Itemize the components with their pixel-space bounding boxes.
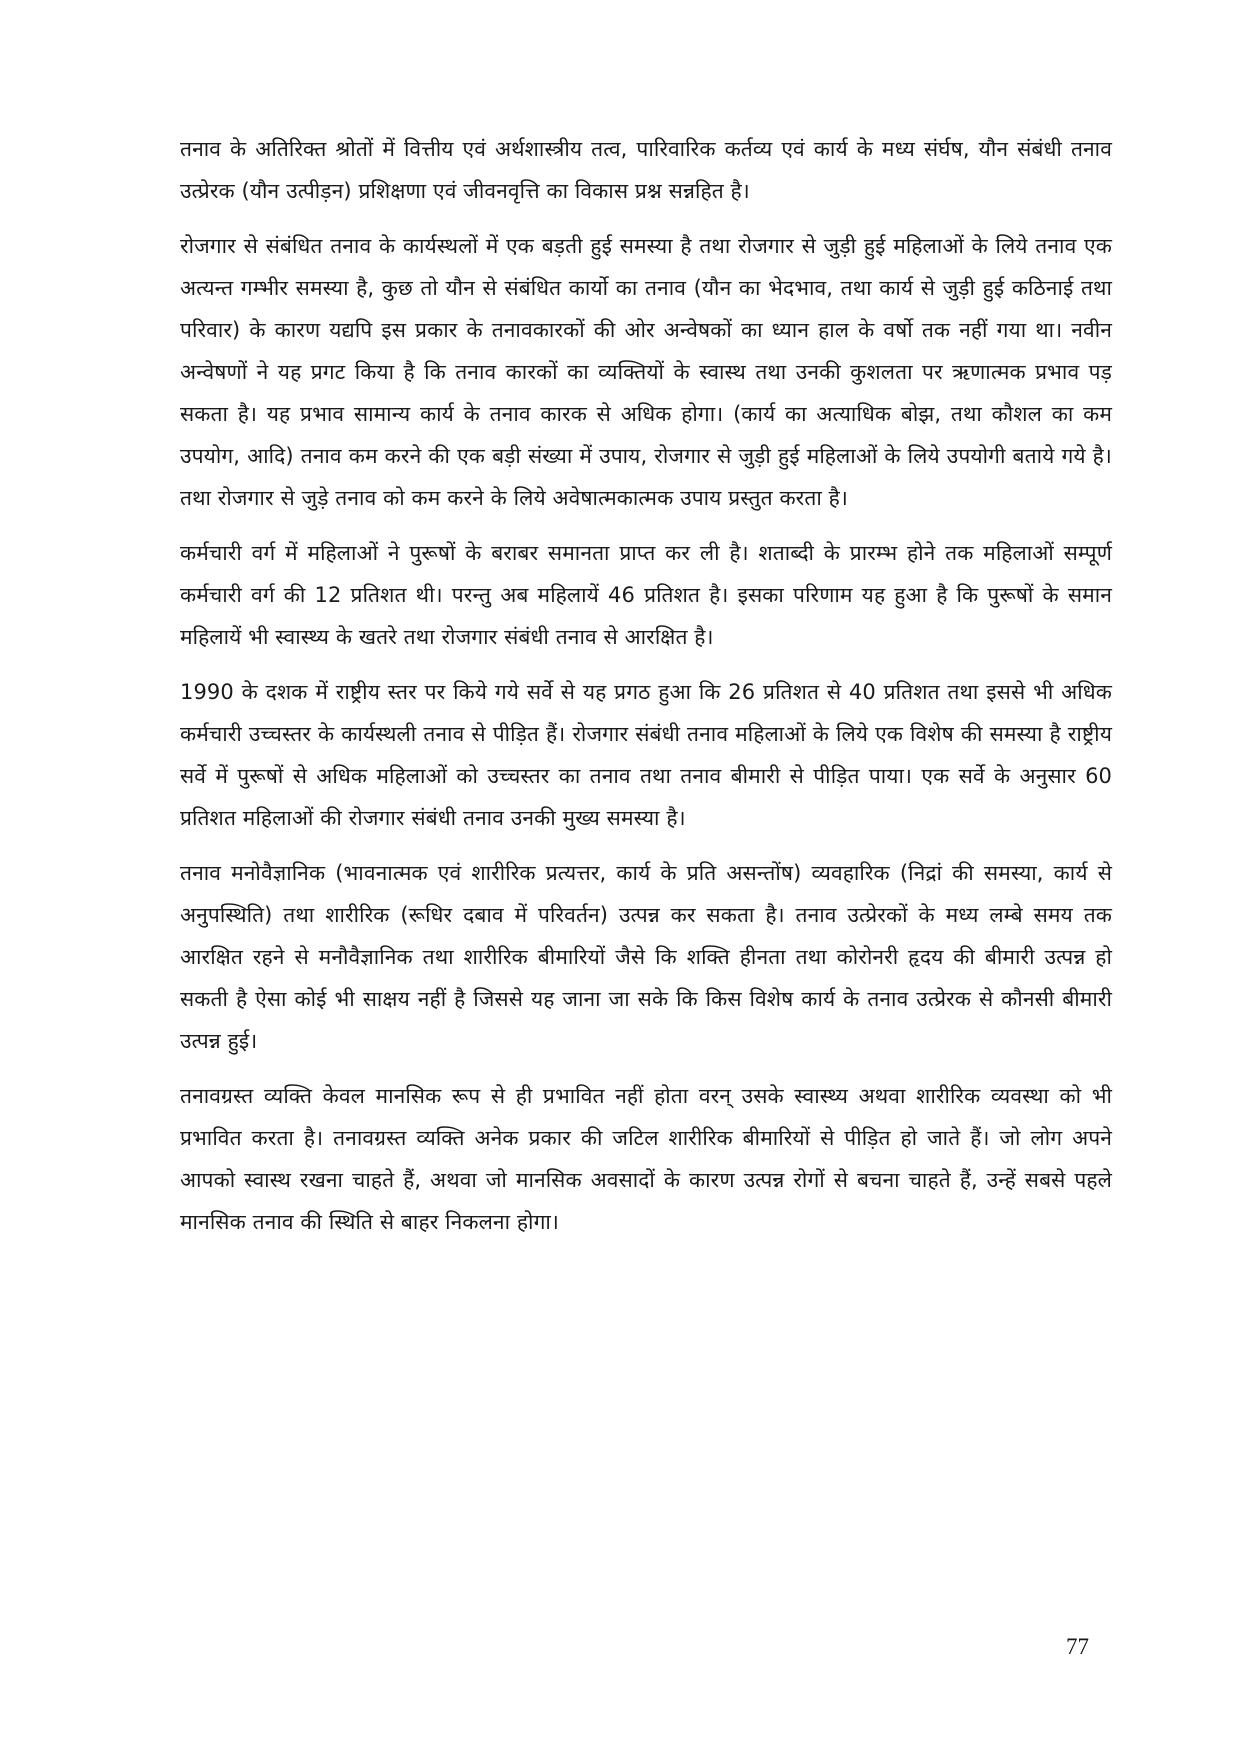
paragraph-4: 1990 के दशक में राष्ट्रीय स्तर पर किये गये सर्वे से यह प्रगठ हुआ कि 26 प्रतिशत से 40 प्रतिशत तथा इससे भी अधिक कर्मचारी उच्चस्तर के कार्यस्थली तनाव से पीड़ित हैं। रोजगार संबंधी तनाव महिलाओं के लिये एक विशेष की समस्या है राष्ट्रीय सर्वे में पुरूषों से अधिक महिलाओं को उच्चस्तर का तनाव तथा तनाव बीमारी से पीड़ित पाया। एक सर्वे के अनुसार 60 प्रतिशत महिलाओं की रोजगार संबंधी तनाव उनकी मुख्य समस्या है। xyxy=(180,680,1112,830)
paragraph-3: कर्मचारी वर्ग में महिलाओं ने पुरूषों के बराबर समानता प्राप्त कर ली है। शताब्दी के प्रारम्भ होने तक महिलाओं सम्पूर्ण कर्मचारी वर्ग की 12 प्रतिशत थी। परन्तु अब महिलायें 46 प्रतिशत है। इसका परिणाम यह हुआ है कि पुरूषों के समान महिलायें भी स्वास्थ्य के खतरे तथा रोजगार संबंधी तनाव से आरक्षित है। xyxy=(180,541,1112,649)
paragraph-6: तनावग्रस्त व्यक्ति केवल मानसिक रूप से ही प्रभावित नहीं होता वरन् उसके स्वास्थ्य अथवा शारीरिक व्यवस्था को भी प्रभावित करता है। तनावग्रस्त व्यक्ति अनेक प्रकार की जटिल शारीरिक बीमारियों से पीड़ित हो जाते हैं। जो लोग अपने आपको स्वास्थ रखना चाहते हैं, अथवा जो मानसिक अवसादों के कारण उत्पन्न रोगों से बचना चाहते हैं, उन्हें सबसे पहले मानसिक तनाव की स्थिति से बाहर निकलना होगा। xyxy=(180,1084,1112,1234)
page-number: 77 xyxy=(1066,1634,1089,1659)
paragraph-5: तनाव मनोवैज्ञानिक (भावनात्मक एवं शारीरिक प्रत्यत्तर, कार्य के प्रति असन्तोंष) व्यवहारिक (निद्रां की समस्या, कार्य से अनुपस्थिति) तथा शारीरिक (रूधिर दबाव में परिवर्तन) उत्पन्न कर सकता है। तनाव उत्प्रेरकों के मध्य लम्बे समय तक आरक्षित रहने से मनौवैज्ञानिक तथा शारीरिक बीमारियों जैसे कि शक्ति हीनता तथा कोरोनरी हृदय की बीमारी उत्पन्न हो सकती है ऐसा कोई भी साक्षय नहीं है जिससे यह जाना जा सके कि किस विशेष कार्य के तनाव उत्प्रेरक से कौनसी बीमारी उत्पन्न हुई। xyxy=(180,861,1112,1053)
paragraph-2: रोजगार से संबंधित तनाव के कार्यस्थलों में एक बड़ती हुई समस्या है तथा रोजगार से जुड़ी हुई महिलाओं के लिये तनाव एक अत्यन्त गम्भीर समस्या है, कुछ तो यौन से संबंधित कार्यो का तनाव (यौन का भेदभाव, तथा कार्य से जुड़ी हुई कठिनाई तथा परिवार) के कारण यद्यपि इस प्रकार के तनावकारकों की ओर अन्वेषकों का ध्यान हाल के वर्षो तक नहीं गया था। नवीन अन्वेषणों ने यह प्रगट किया है कि तनाव कारकों का व्यक्तियों के स्वास्थ तथा उनकी कुशलता पर ऋणात्मक प्रभाव पड़ सकता है। यह प्रभाव सामान्य कार्य के तनाव कारक से अधिक होगा। (कार्य का अत्याधिक बोझ, तथा कौशल का कम उपयोग, आदि) तनाव कम करने की एक बड़ी संख्या में उपाय, रोजगार से जुड़ी हुई महिलाओं के लिये उपयोगी बताये गये है। तथा रोजगार से जुड़े तनाव को कम करने के लिये अवेषात्मकात्मक उपाय प्रस्तुत करता है। xyxy=(180,234,1112,510)
body-text xyxy=(180,128,1112,1256)
paragraph-1: तनाव के अतिरिक्त श्रोतों में वित्तीय एवं अर्थशास्त्रीय तत्व, पारिवारिक कर्तव्य एवं कार्य के मध्य संर्घष, यौन संबंधी तनाव उत्प्रेरक (यौन उत्पीड़न) प्रशिक्षणा एवं जीवनवृत्ति का विकास प्रश्न सन्नहित है। xyxy=(180,137,1112,203)
